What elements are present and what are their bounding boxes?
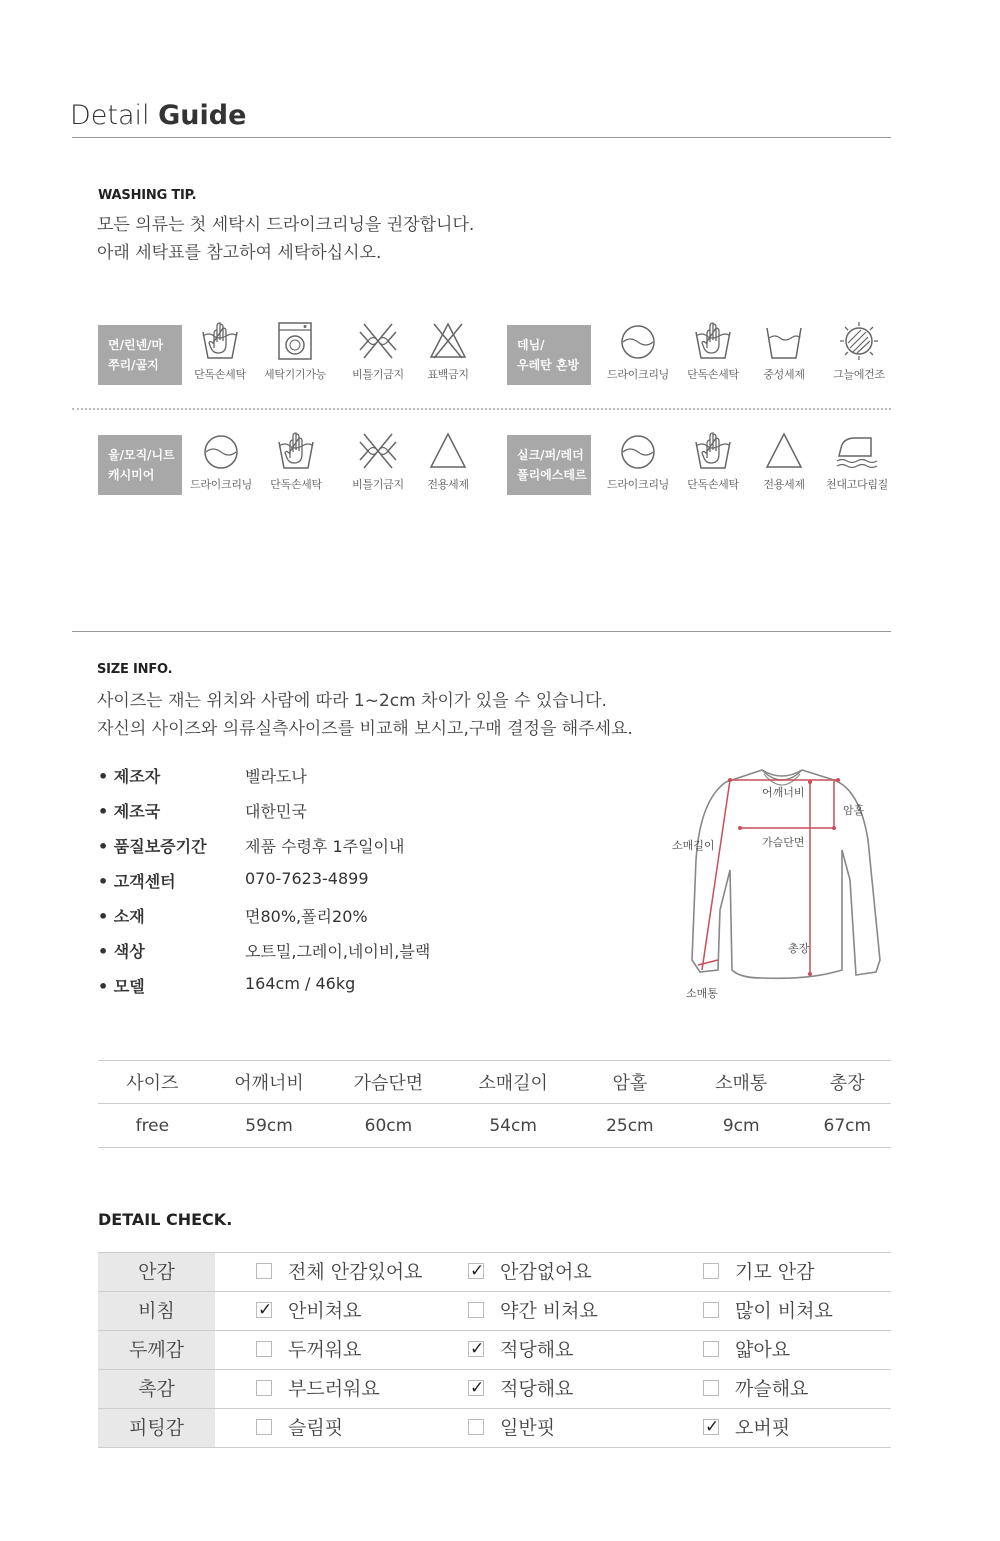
wash-item: 단독손세탁 bbox=[256, 430, 336, 492]
checkbox[interactable] bbox=[256, 1380, 272, 1396]
checkbox[interactable] bbox=[703, 1263, 719, 1279]
size-table-header: 사이즈 어깨너비 가슴단면 소매길이 암홀 소매통 총장 bbox=[98, 1061, 891, 1104]
detail-check-row-head: 비침 bbox=[98, 1292, 215, 1330]
detail-check-row bbox=[98, 1291, 891, 1330]
dry-clean-icon bbox=[618, 320, 658, 362]
shade-dry-icon bbox=[837, 320, 881, 362]
no-bleach-icon bbox=[428, 320, 468, 362]
divider bbox=[72, 137, 891, 138]
washing-tip-label: WASHING TIP. bbox=[98, 188, 197, 203]
hand-wash-icon bbox=[693, 320, 733, 362]
detail-check-row bbox=[98, 1252, 891, 1291]
option-label: 까슬해요 bbox=[735, 1378, 809, 1400]
dotted-divider bbox=[72, 408, 891, 410]
wash-item: 단독손세탁 bbox=[673, 430, 753, 492]
wash-item: 전용세제 bbox=[408, 430, 488, 492]
size-info-text: 사이즈는 재는 위치와 사람에 따라 1~2cm 차이가 있을 수 있습니다. 자신의 사이즈와 의류실측사이즈를 비교해 보시고,구매 결정을 해주세요. bbox=[97, 691, 633, 739]
wash-item: 드라이크리닝 bbox=[181, 430, 261, 492]
hand-wash-icon bbox=[200, 320, 240, 362]
wash-item: 세탁기기가능 bbox=[255, 320, 335, 382]
wash-item: 그늘에건조 bbox=[819, 320, 899, 382]
option-label: 슬림핏 bbox=[288, 1417, 344, 1439]
option-label: 얇아요 bbox=[735, 1339, 791, 1361]
option-label: 약간 비쳐요 bbox=[500, 1300, 598, 1322]
hand-wash-icon bbox=[693, 430, 733, 472]
category-silk: 실크/퍼/레더 폴리에스테르 bbox=[507, 435, 591, 495]
cloth-iron-icon bbox=[835, 430, 879, 472]
diagram-label: 어깨너비 bbox=[762, 786, 805, 799]
checkbox[interactable] bbox=[703, 1380, 719, 1396]
detail-check-label: DETAIL CHECK. bbox=[98, 1210, 233, 1229]
diagram-label: 암홀 bbox=[843, 804, 865, 817]
checkbox[interactable] bbox=[256, 1419, 272, 1435]
checkbox[interactable] bbox=[468, 1341, 484, 1357]
detail-check-row bbox=[98, 1330, 891, 1369]
diagram-label: 소매길이 bbox=[672, 839, 715, 852]
option-label: 적당해요 bbox=[500, 1378, 574, 1400]
wash-item: 천대고다림질 bbox=[817, 430, 897, 492]
option-label: 부드러워요 bbox=[288, 1378, 380, 1400]
option-label: 기모 안감 bbox=[735, 1261, 815, 1283]
option-label: 적당해요 bbox=[500, 1339, 574, 1361]
checkbox[interactable] bbox=[468, 1302, 484, 1318]
check-icon: ✓ bbox=[705, 1417, 720, 1437]
checkbox[interactable] bbox=[468, 1380, 484, 1396]
divider bbox=[72, 631, 891, 632]
dry-clean-icon bbox=[618, 430, 658, 472]
detail-check-row-head: 안감 bbox=[98, 1253, 215, 1291]
checkbox[interactable] bbox=[256, 1302, 272, 1318]
washing-machine-icon bbox=[275, 320, 315, 362]
special-detergent-icon bbox=[764, 430, 804, 472]
checkbox[interactable] bbox=[256, 1263, 272, 1279]
page-title: Detail Guide bbox=[70, 100, 247, 131]
wash-item: 중성세제 bbox=[744, 320, 824, 382]
category-wool: 울/모직/니트 캐시미어 bbox=[98, 435, 182, 495]
checkbox[interactable] bbox=[703, 1419, 719, 1435]
option-label: 많이 비쳐요 bbox=[735, 1300, 833, 1322]
checkbox[interactable] bbox=[468, 1419, 484, 1435]
option-label: 전체 안감있어요 bbox=[288, 1261, 423, 1283]
check-icon: ✓ bbox=[470, 1378, 485, 1398]
category-cotton: 면/린넨/마 쭈리/골지 bbox=[98, 325, 182, 385]
option-label: 안감없어요 bbox=[500, 1261, 592, 1283]
check-icon: ✓ bbox=[470, 1339, 485, 1359]
washing-tip-text: 모든 의류는 첫 세탁시 드라이크리닝을 권장합니다. 아래 세탁표를 참고하여 세탁하십시오. bbox=[97, 215, 475, 263]
wash-item: 전용세제 bbox=[744, 430, 824, 492]
check-icon: ✓ bbox=[470, 1261, 485, 1281]
size-table bbox=[98, 1060, 891, 1148]
option-label: 일반핏 bbox=[500, 1417, 556, 1439]
category-denim: 데님/ 우레탄 혼방 bbox=[507, 325, 591, 385]
no-wring-icon bbox=[358, 430, 398, 472]
wash-item: 드라이크리닝 bbox=[598, 430, 678, 492]
wash-item: 드라이크리닝 bbox=[598, 320, 678, 382]
detail-check-table bbox=[98, 1252, 891, 1448]
wash-item: 단독손세탁 bbox=[180, 320, 260, 382]
detail-check-row bbox=[98, 1369, 891, 1408]
no-wring-icon bbox=[358, 320, 398, 362]
hand-wash-icon bbox=[276, 430, 316, 472]
dry-clean-icon bbox=[201, 430, 241, 472]
diagram-label: 총장 bbox=[788, 942, 810, 955]
wash-item: 비틀기금지 bbox=[338, 320, 418, 382]
size-info-label: SIZE INFO. bbox=[97, 662, 173, 677]
wash-item: 표백금지 bbox=[408, 320, 488, 382]
table-row: free 59cm 60cm 54cm 25cm 9cm 67cm bbox=[98, 1104, 891, 1148]
special-detergent-icon bbox=[428, 430, 468, 472]
option-label: 오버핏 bbox=[735, 1417, 791, 1439]
detail-check-row-head: 두께감 bbox=[98, 1331, 215, 1369]
detail-check-row-head: 피팅감 bbox=[98, 1409, 215, 1447]
neutral-detergent-icon bbox=[764, 320, 804, 362]
checkbox[interactable] bbox=[703, 1302, 719, 1318]
detail-check-row bbox=[98, 1408, 891, 1448]
diagram-label: 가슴단면 bbox=[762, 836, 805, 849]
diagram-label: 소매통 bbox=[686, 987, 718, 1000]
checkbox[interactable] bbox=[703, 1341, 719, 1357]
option-label: 두꺼워요 bbox=[288, 1339, 362, 1361]
checkbox[interactable] bbox=[256, 1341, 272, 1357]
detail-check-row-head: 촉감 bbox=[98, 1370, 215, 1408]
wash-item: 단독손세탁 bbox=[673, 320, 753, 382]
check-icon: ✓ bbox=[258, 1300, 273, 1320]
option-label: 안비쳐요 bbox=[288, 1300, 362, 1322]
checkbox[interactable] bbox=[468, 1263, 484, 1279]
wash-item: 비틀기금지 bbox=[338, 430, 418, 492]
